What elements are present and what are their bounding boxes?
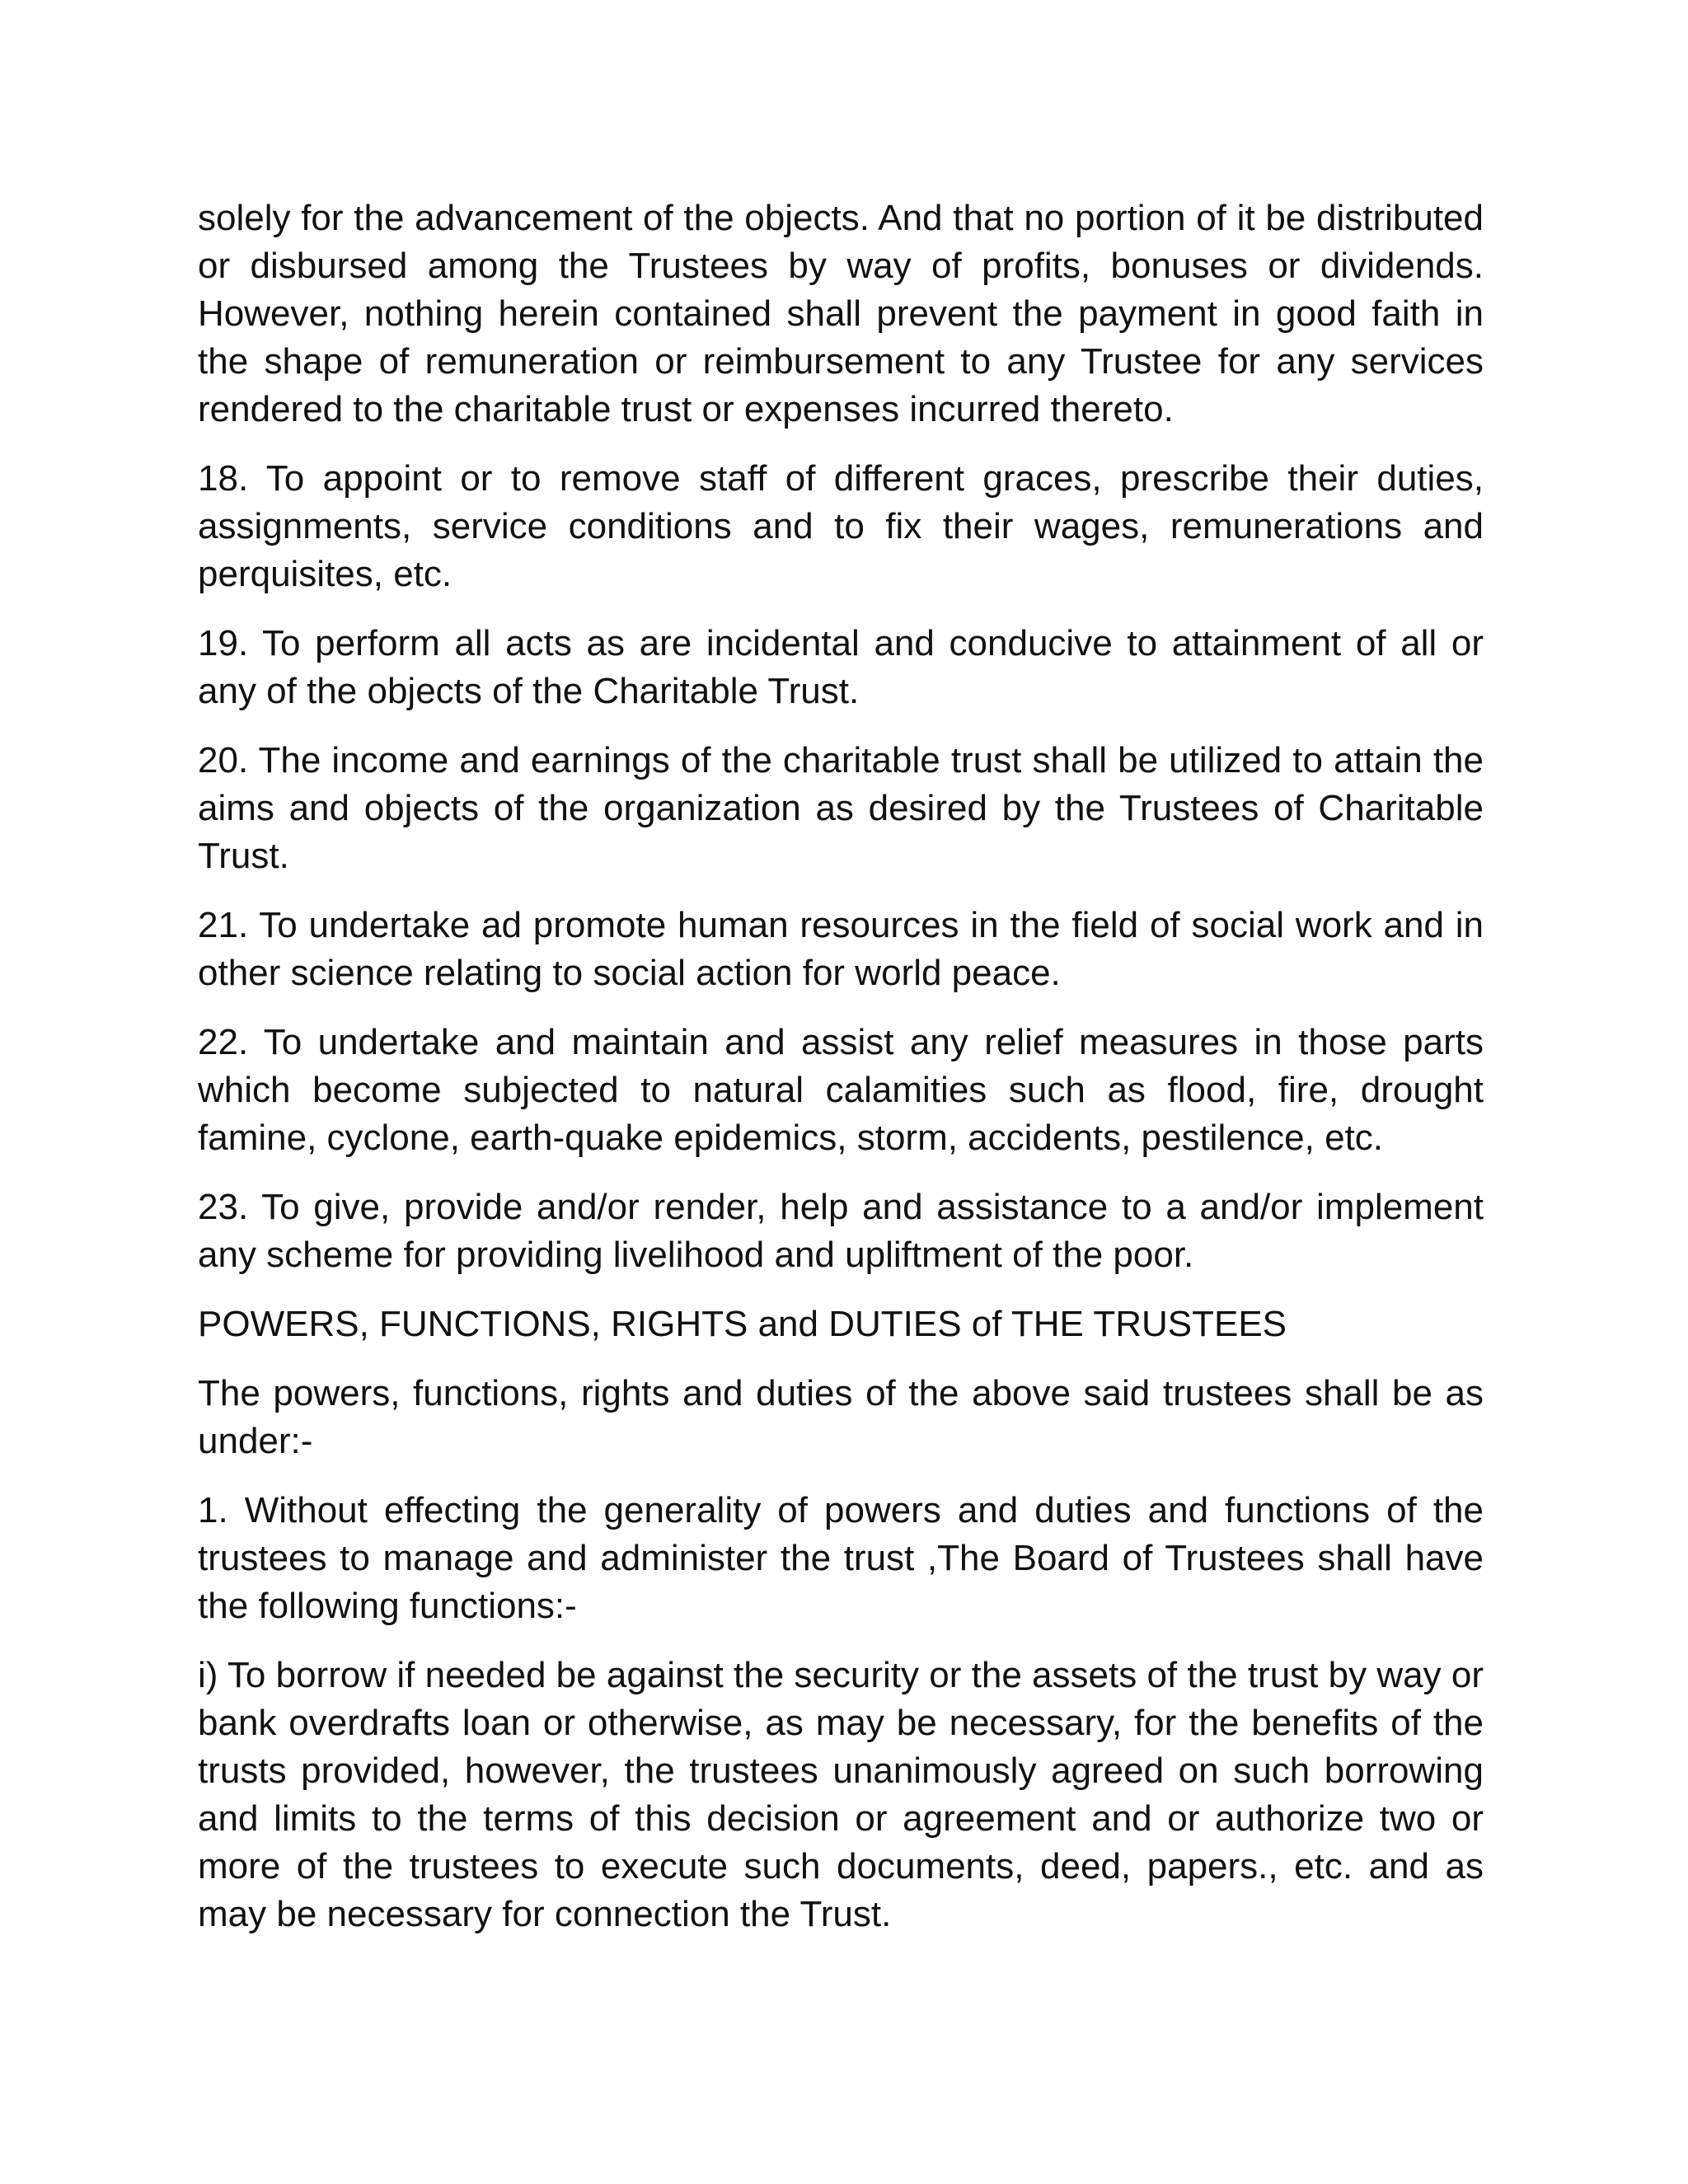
paragraph-item-23: 23. To give, provide and/or render, help and assistance to a and/or implement any scheme for providing livelihood and upliftment of the poor.	[198, 1187, 1484, 1275]
paragraph-item-19: 19. To perform all acts as are incidental and conducive to attainment of all or any of the objects of the Charitable Trust.	[198, 623, 1484, 711]
paragraph-item-22: 22. To undertake and maintain and assist any relief measures in those parts which become subjected to natural calamities such as flood, fire, drought famine, cyclone, earth-quake epidemics, storm, accidents, pestilence, etc.	[198, 1022, 1484, 1158]
paragraph-intro: The powers, functions, rights and duties of the above said trustees shall be as under:-	[198, 1373, 1484, 1461]
paragraph-item-1: 1. Without effecting the generality of powers and duties and functions of the trustees to manage and administer the trust ,The Board of Trustees shall have the following functions:-	[198, 1490, 1484, 1626]
paragraph-item-20: 20. The income and earnings of the charitable trust shall be utilized to attain the aims and objects of the organization as desired by the Trustees of Charitable Trust.	[198, 740, 1484, 876]
paragraph-continuation: solely for the advancement of the objects. And that no portion of it be distributed or disbursed among the Trustees by way of profits, bonuses or dividends. However, nothing herein contained shall prevent the payment in good faith in the shape of remuneration or reimbursement to any Trustee for any services rendered to the charitable trust or expenses incurred thereto.	[198, 198, 1484, 429]
paragraph-item-18: 18. To appoint or to remove staff of different graces, prescribe their duties, assignments, service conditions and to fix their wages, remunerations and perquisites, etc.	[198, 458, 1484, 594]
document-body	[198, 194, 1484, 1960]
paragraph-item-i: i) To borrow if needed be against the security or the assets of the trust by way or bank overdrafts loan or otherwise, as may be necessary, for the benefits of the trusts provided, however, the trustees unanimously agreed on such borrowing and limits to the terms of this decision or agreement and or authorize two or more of the trustees to execute such documents, deed, papers., etc. and as may be necessary for connection the Trust.	[198, 1655, 1484, 1934]
section-heading: POWERS, FUNCTIONS, RIGHTS and DUTIES of THE TRUSTEES	[198, 1304, 1287, 1344]
paragraph-item-21: 21. To undertake ad promote human resources in the field of social work and in other science relating to social action for world peace.	[198, 905, 1484, 993]
